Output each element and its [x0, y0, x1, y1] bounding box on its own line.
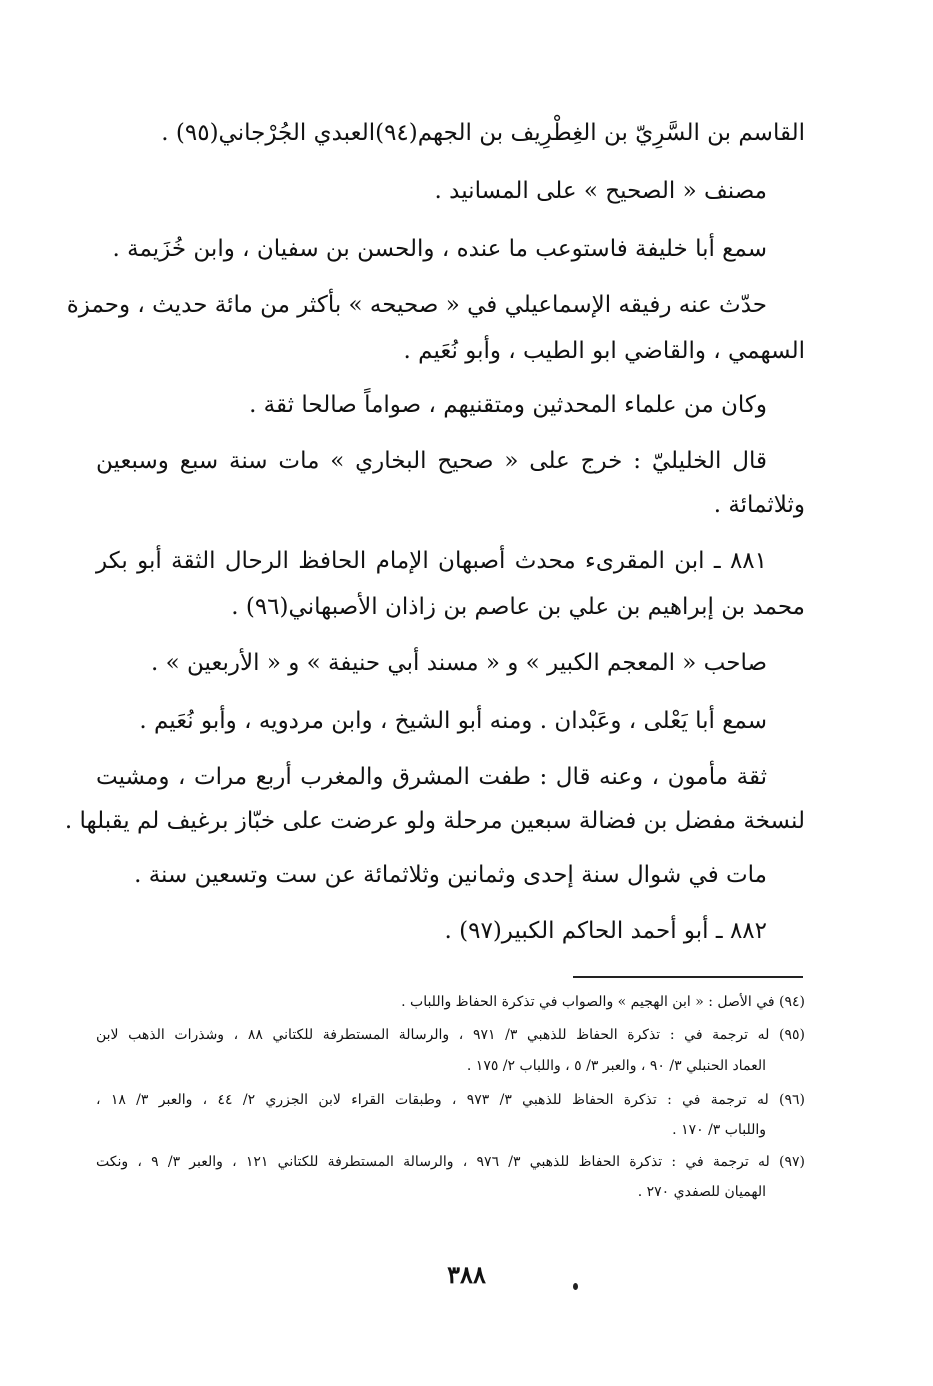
entry-880-death-line-2: وثلاثمائة .: [713, 492, 805, 518]
entry-880-teachers-line: سمع أبا خليفة فاستوعب ما عنده ، والحسن بن سفيان ، وابن خُزَيمة .: [112, 236, 767, 262]
entry-881-quote-line-1: ثقة مأمون ، وعنه قال : طفت المشرق والمغرب أربع مرات ، ومشيت: [96, 764, 767, 790]
entry-881-teachers-line: سمع أبا يَعْلى ، وعَبْدان . ومنه أبو الشيخ ، وابن مردويه ، وأبو نُعَيم .: [139, 708, 767, 734]
footnote-94: (٩٤) في الأصل : « ابن الهجيم » والصواب في تذكرة الحفاظ واللباب .: [401, 994, 805, 1010]
page-number: ٣٨٨: [447, 1260, 486, 1289]
entry-881-works-line: صاحب « المعجم الكبير » و « مسند أبي حنيفة » و « الأربعين » .: [150, 650, 767, 676]
footnote-separator: [573, 976, 803, 978]
entry-880-death-line-1: قال الخليليّ : خرج على « صحيح البخاري » مات سنة سبع وسبعين: [96, 448, 767, 474]
footnote-96-line-2: واللباب ٣/ ١٧٠ .: [672, 1122, 766, 1138]
entry-881-quote-line-2: لنسخة مفضل بن فضالة سبعين مرحلة ولو عرضت على خبّاز برغيف لم يقبلها .: [64, 808, 805, 834]
entry-880-heading-line: القاسم بن السَّرِيّ بن الغِطْرِيف بن الجهم(٩٤)العبدي الجُرْجاني(٩٥) .: [161, 120, 805, 146]
entry-882-heading-line: ٨٨٢ ـ أبو أحمد الحاكم الكبير(٩٧) .: [444, 918, 767, 944]
footnote-97-line-2: الهميان للصفدي ٢٧٠ .: [637, 1184, 766, 1200]
footnote-97-line-1: (٩٧) له ترجمة في : تذكرة الحفاظ للذهبي ٣/ ٩٧٦ ، والرسالة المستطرفة للكتاني ١٢١ ، والعبر ٣/ ٩ ، ونكت: [96, 1154, 805, 1170]
entry-880-students-line-2: السهمي ، والقاضي ابو الطيب ، وأبو نُعَيم .: [403, 338, 805, 364]
entry-880-praise-line: وكان من علماء المحدثين ومتقنيهم ، صواماً صالحا ثقة .: [249, 392, 767, 418]
entry-880-work-line: مصنف « الصحيح » على المسانيد .: [434, 178, 767, 204]
entry-881-heading-line-1: ٨٨١ ـ ابن المقرىء محدث أصبهان الإمام الحافظ الرحال الثقة أبو بكر: [96, 548, 767, 574]
footnote-95-line-2: العماد الحنبلي ٣/ ٩٠ ، والعبر ٣/ ٥ ، واللباب ٢/ ١٧٥ .: [466, 1058, 766, 1074]
entry-881-heading-line-2: محمد بن إبراهيم بن علي بن عاصم بن زاذان الأصبهاني(٩٦) .: [231, 594, 805, 620]
entry-880-students-line-1: حدّث عنه رفيقه الإسماعيلي في « صحيحه » بأكثر من مائة حديث ، وحمزة: [66, 292, 767, 318]
entry-881-death-line: مات في شوال سنة إحدى وثمانين وثلاثمائة عن ست وتسعين سنة .: [134, 862, 767, 888]
footnote-95-line-1: (٩٥) له ترجمة في : تذكرة الحفاظ للذهبي ٣/ ٩٧١ ، والرسالة المستطرفة للكتاني ٨٨ ، وشذرات الذهب لابن: [96, 1027, 805, 1043]
footnote-96-line-1: (٩٦) له ترجمة في : تذكرة الحفاظ للذهبي ٣/ ٩٧٣ ، وطبقات القراء لابن الجزري ٢/ ٤٤ ، والعبر ٣/ ١٨ ،: [96, 1092, 805, 1108]
ink-speck: [573, 1283, 578, 1290]
